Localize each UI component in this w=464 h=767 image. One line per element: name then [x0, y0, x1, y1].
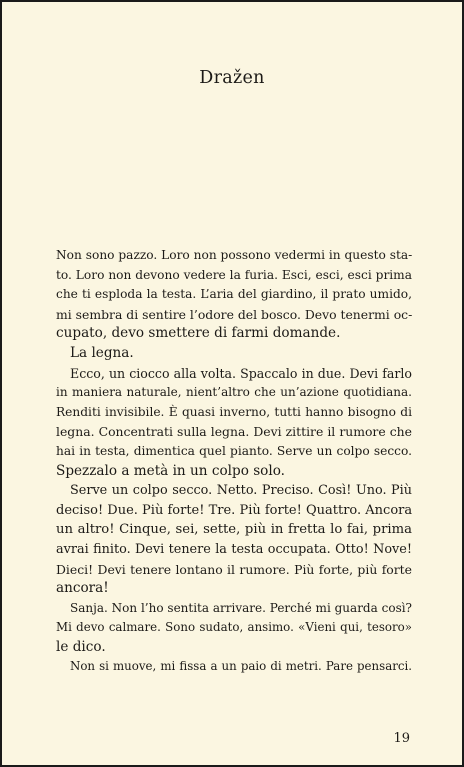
text-line: Serve un colpo secco. Netto. Preciso. Così! Uno. Più — [70, 483, 412, 499]
text-line: ancora! — [56, 580, 109, 597]
chapter-title: Dražen — [199, 68, 265, 88]
text-line: in maniera naturale, nient’altro che un’azione quotidiana. — [56, 385, 412, 400]
text-line: Non si muove, mi fissa a un paio di metri. Pare pensarci. — [70, 659, 412, 674]
text-line: deciso! Due. Più forte! Tre. Più forte! Quattro. Ancora — [56, 502, 413, 518]
text-line: hai in testa, dimentica quel pianto. Serve un colpo secco. — [56, 443, 412, 458]
text-line: Ecco, un ciocco alla volta. Spaccalo in due. Devi farlo — [70, 365, 412, 381]
text-line: La legna. — [70, 344, 134, 361]
book-page — [2, 2, 462, 765]
body-text — [56, 246, 412, 677]
text-line: Non sono pazzo. Loro non possono vedermi in questo sta- — [56, 248, 413, 262]
text-line: mi sembra di sentire l’odore del bosco. Devo tenermi oc- — [56, 306, 413, 322]
text-line: cupato, devo smettere di farmi domande. — [56, 325, 341, 342]
text-line: Mi devo calmare. Sono sudato, ansimo. «Vieni qui, tesoro» — [56, 620, 412, 635]
text-line: legna. Concentrati sulla legna. Devi zittire il rumore che — [56, 424, 412, 440]
text-line: to. Loro non devono vedere la furia. Esci, esci, esci prima — [56, 267, 412, 282]
text-line: un altro! Cinque, sei, sette, più in fretta lo fai, prima — [56, 522, 412, 538]
text-line: le dico. — [56, 638, 106, 655]
text-line: che ti esploda la testa. L’aria del giardino, il prato umido, — [56, 287, 412, 302]
text-line: Renditi invisibile. È quasi inverno, tutti hanno bisogno di — [56, 404, 412, 419]
text-line: Spezzalo a metà in un colpo solo. — [56, 462, 285, 479]
page-number: 19 — [393, 731, 410, 746]
text-line: avrai finito. Devi tenere la testa occupata. Otto! Nove! — [56, 541, 412, 557]
text-line: Sanja. Non l’ho sentita arrivare. Perché mi guarda così? — [70, 600, 412, 615]
text-line: Dieci! Devi tenere lontano il rumore. Più forte, più forte — [56, 561, 412, 577]
